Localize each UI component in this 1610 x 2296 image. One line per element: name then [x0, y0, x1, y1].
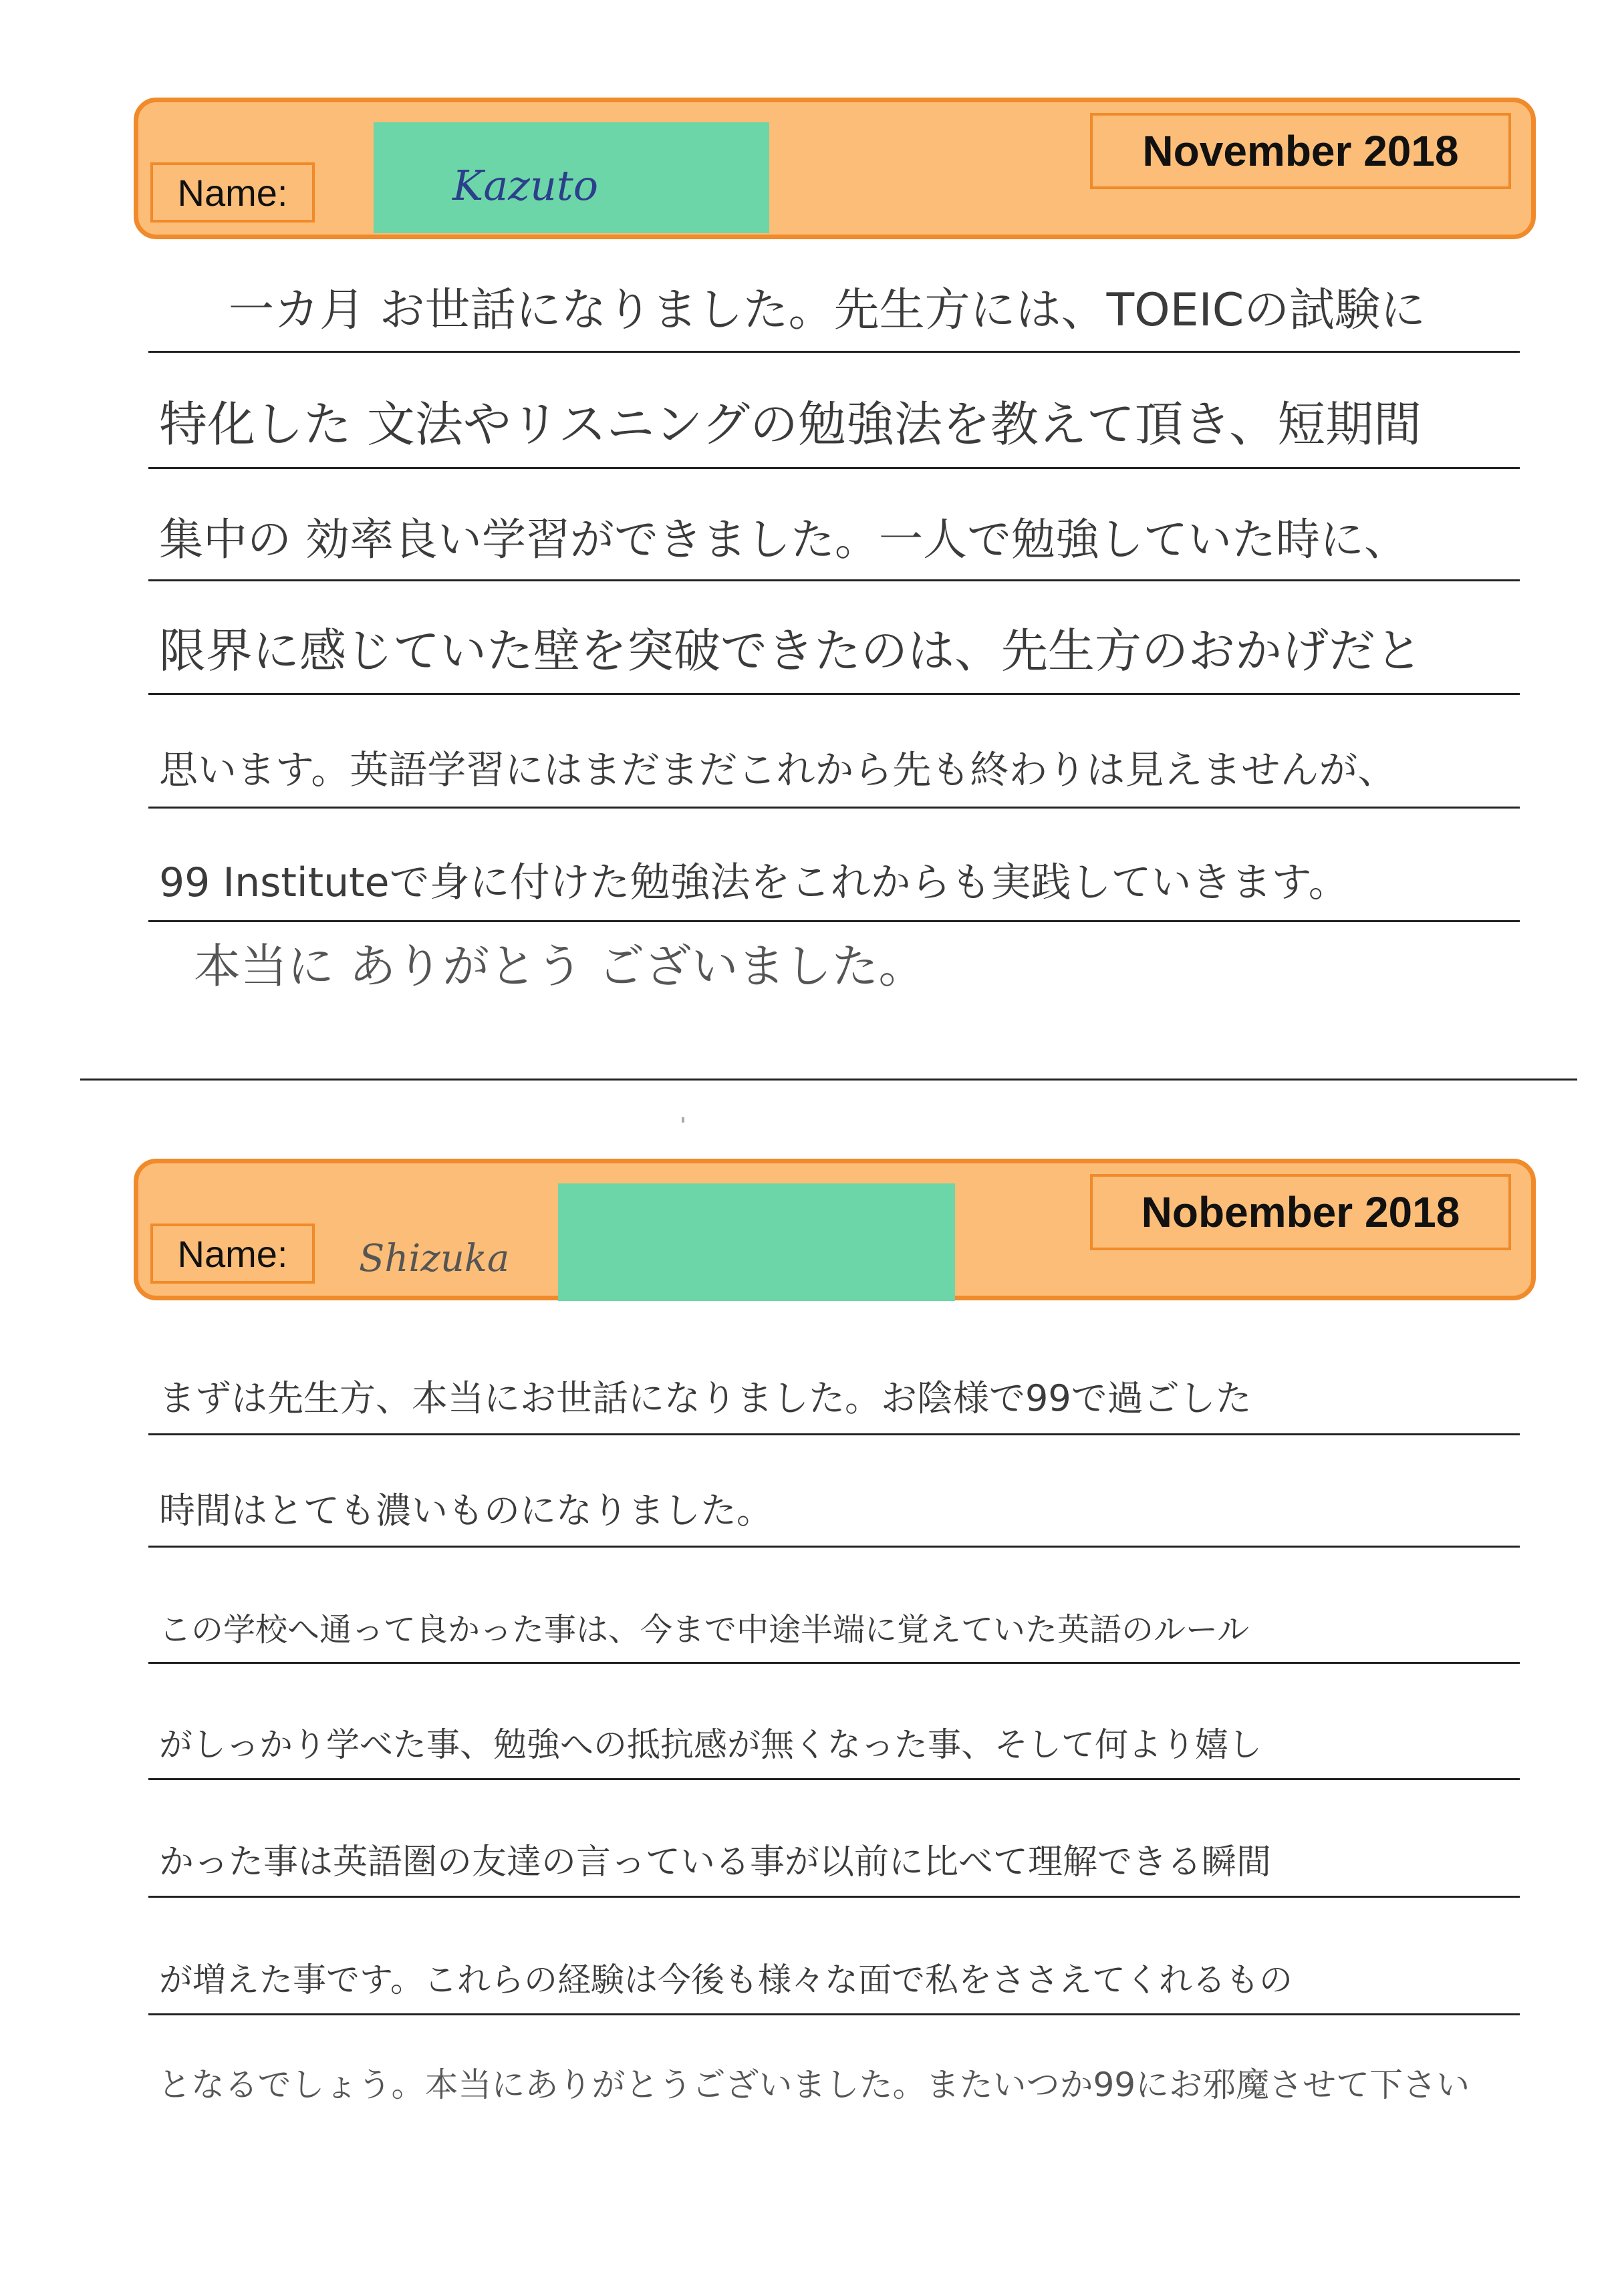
- text-line: 限界に感じていた壁を突破できたのは、先生方のおかげだと: [148, 581, 1520, 695]
- text-line: 集中の 効率良い学習ができました。一人で勉強していた時に、: [148, 469, 1520, 581]
- name-label: Name:: [150, 162, 315, 223]
- entry-2-header: [134, 1159, 1536, 1300]
- entry-1-text: [148, 253, 1520, 922]
- closing-line: 本当に ありがとう ございました。: [194, 939, 926, 994]
- page-divider: [80, 1079, 1577, 1081]
- name-value: Kazuto: [452, 161, 599, 210]
- text-line: この学校へ通って良かった事は、今まで中途半端に覚えていた英語のルール: [148, 1548, 1520, 1664]
- name-value: Shizuka: [359, 1237, 510, 1280]
- entry-2-text: [148, 1340, 1520, 2015]
- text-line: 特化した 文法やリスニングの勉強法を教えて頂き、短期間: [148, 353, 1520, 469]
- date-box: November 2018: [1090, 113, 1511, 189]
- text-line: が増えた事です。これらの経験は今後も様々な面で私をささえてくれるもの: [148, 1898, 1520, 2015]
- paper-speck: [682, 1117, 684, 1123]
- closing-line: となるでしょう。本当にありがとうございました。またいつか99にお邪魔させて下さい: [158, 2065, 1470, 2104]
- text-line: かった事は英語圏の友達の言っている事が以前に比べて理解できる瞬間: [148, 1780, 1520, 1898]
- text-line: 思います。英語学習にはまだまだこれから先も終わりは見えませんが、: [148, 695, 1520, 809]
- text-line: 一カ月 お世話になりました。先生方には、TOEICの試験に: [148, 253, 1520, 353]
- text-line: まずは先生方、本当にお世話になりました。お陰様で99で過ごした: [148, 1340, 1520, 1435]
- name-redaction: [558, 1183, 955, 1301]
- text-line: がしっかり学べた事、勉強への抵抗感が無くなった事、そして何より嬉し: [148, 1664, 1520, 1780]
- date-box: Nobember 2018: [1090, 1174, 1511, 1250]
- text-line: 99 Instituteで身に付けた勉強法をこれからも実践していきます。: [148, 809, 1520, 922]
- entry-1-header: [134, 98, 1536, 239]
- text-line: 時間はとても濃いものになりました。: [148, 1435, 1520, 1548]
- name-label: Name:: [150, 1224, 315, 1284]
